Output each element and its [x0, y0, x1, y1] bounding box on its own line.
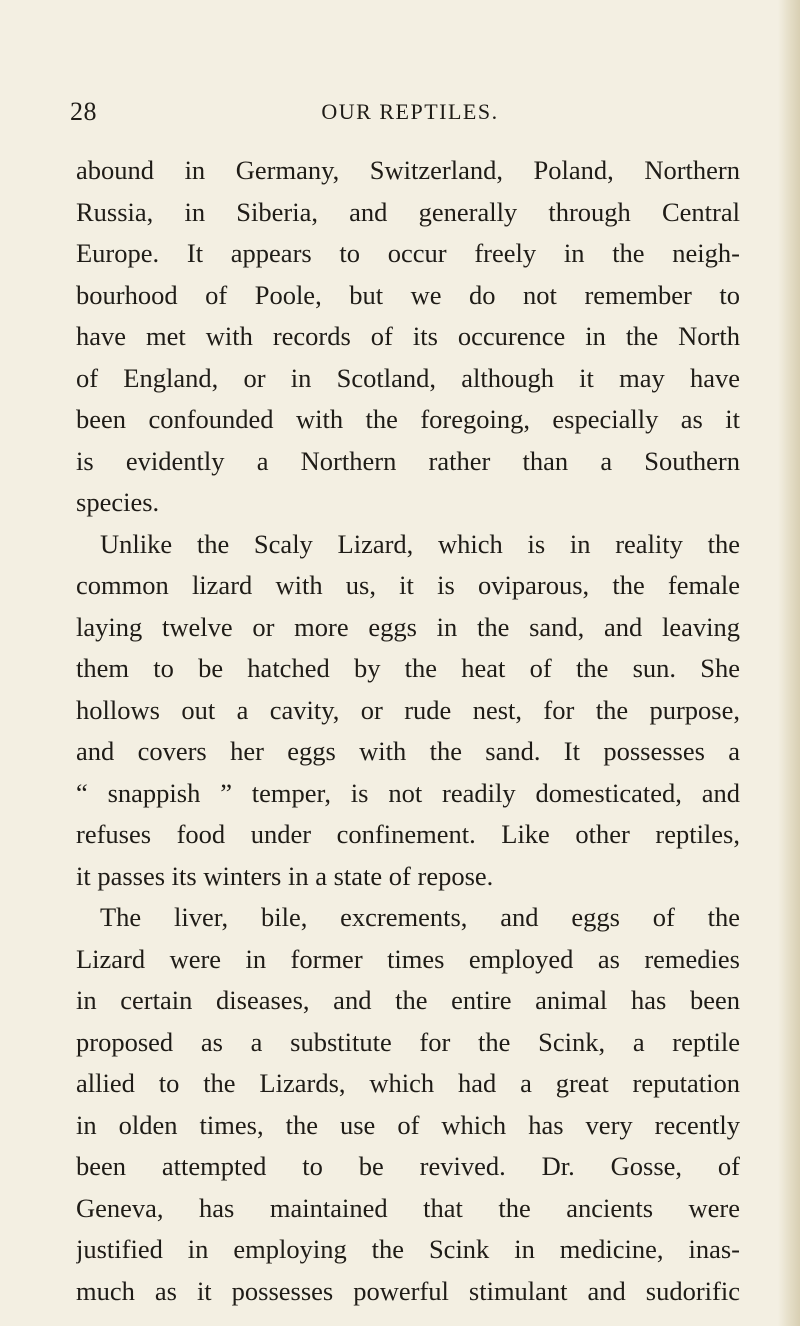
text-line: abound in Germany, Switzerland, Poland, Northern	[76, 155, 740, 185]
text-line: Lizard were in former times employed as remedies	[76, 943, 740, 974]
text-line: allied to the Lizards, which had a great reputation	[76, 1068, 740, 1098]
paragraph-first-line: The liver, bile, excrements, and eggs of the	[100, 902, 740, 932]
page-header	[70, 96, 750, 128]
paragraph-first-line: Unlike the Scaly Lizard, which is in reality the	[100, 528, 740, 559]
page-edge-shading	[778, 0, 800, 1326]
text-line: been attempted to be revived. Dr. Gosse, of	[76, 1151, 740, 1181]
text-line: in certain diseases, and the entire animal has been	[76, 985, 740, 1015]
text-line: have met with records of its occurence in the North	[76, 321, 740, 351]
running-head: OUR REPTILES.	[321, 99, 499, 124]
text-line: Geneva, has maintained that the ancients were	[76, 1192, 740, 1223]
body-text	[76, 150, 740, 1312]
text-line: “ snappish ” temper, is not readily domesticated, and	[76, 777, 740, 808]
text-line: been confounded with the foregoing, especially as it	[76, 404, 740, 434]
text-line: in olden times, the use of which has very recently	[76, 1109, 740, 1140]
text-line: laying twelve or more eggs in the sand, and leaving	[76, 611, 740, 642]
text-line: proposed as a substitute for the Scink, a reptile	[76, 1026, 740, 1057]
text-line: justified in employing the Scink in medicine, inas-	[76, 1234, 740, 1264]
page-number: 28	[70, 97, 97, 126]
text-line: species.	[76, 487, 160, 517]
text-line: Russia, in Siberia, and generally through Central	[76, 196, 740, 227]
text-line: is evidently a Northern rather than a Southern	[76, 445, 740, 476]
text-line: hollows out a cavity, or rude nest, for the purpose,	[76, 694, 740, 725]
text-line: them to be hatched by the heat of the sun. She	[76, 653, 740, 683]
text-line: refuses food under confinement. Like other reptiles,	[76, 819, 740, 849]
text-line: and covers her eggs with the sand. It possesses a	[76, 736, 740, 766]
text-line: Europe. It appears to occur freely in the neigh-	[76, 238, 740, 268]
text-line: much as it possesses powerful stimulant and sudorific	[76, 1275, 740, 1306]
text-line: of England, or in Scotland, although it may have	[76, 362, 740, 393]
text-line: it passes its winters in a state of repose.	[76, 860, 494, 891]
text-line: common lizard with us, it is oviparous, the female	[76, 570, 740, 600]
text-line: bourhood of Poole, but we do not remember to	[76, 279, 740, 310]
